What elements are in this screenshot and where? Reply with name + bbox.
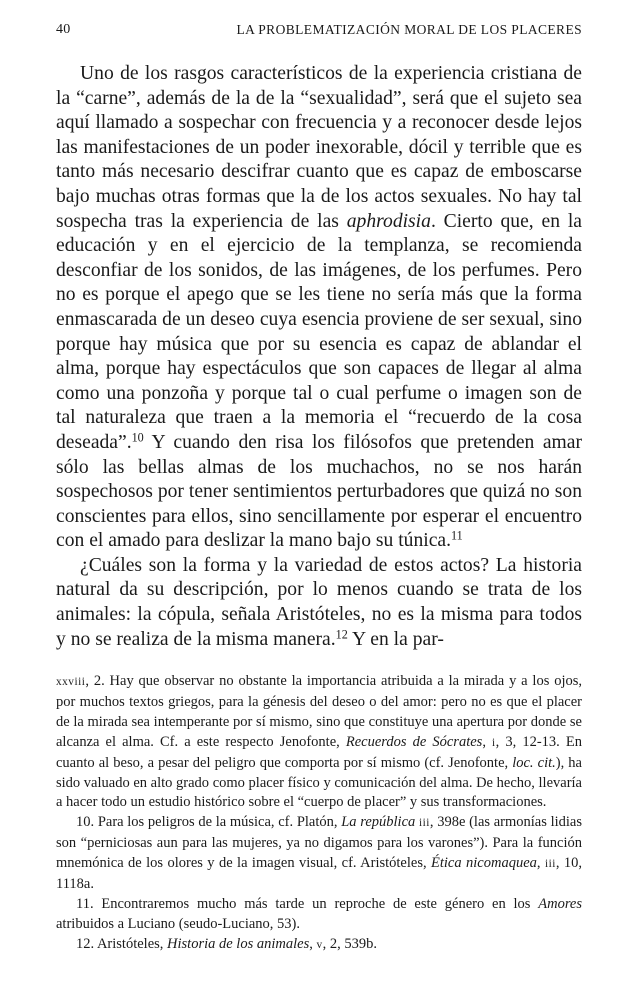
text-run: ), ha sido valuado en alto grado como placer físico y comunicación del alma. De hecho, llevaría a hacer todo un estudio histórico sobre el “cuerpo de placer” y sus transformaciones. — [56, 754, 582, 811]
text-run: , 398e (las armonías lidias son “perniciosas aun para las mujeres, ya no digamos para los varones”). Para la función mnemónica de los olores y de la imagen visual, cf. Aristóteles, — [56, 814, 582, 872]
text-run: . Cierto que, en la educación y en el ejercicio de la templanza, se recomienda desconfiar de los sonidos, de las imágenes, de los perfumes. Pero no es porque el apego que se les tiene no sería más que la forma enmascarada de un deseo cuya esencia proviene de ser sexual, sino porque hay música que por su esencia es capaz de ablandar el alma, porque hay espectáculos que son capaces de llegar al alma como una ponzoña y porque tal o cual perfume o imagen son de tal naturaleza que traen a la memoria el “recuerdo de la cosa deseada”. — [56, 210, 582, 453]
footnote-ref-12: 12 — [335, 626, 348, 641]
roman-numeral: i — [492, 736, 496, 749]
italic-title: Amores — [538, 895, 582, 912]
text-run: Uno de los rasgos característicos de la experiencia cristiana de la “carne”, además de la de la “sexualidad”, será que el sujeto sea aquí llamado a sospechar con frecuencia y a reconocer desde lejos las manifestaciones de un poder inexorable, dócil y terrible que es tanto más necesario descifrar cuanto que es capaz de emboscarse bajo muchas otras formas que la de los actos sexuales. No hay tal sospecha tras la experiencia de las — [56, 63, 582, 232]
footnote-ref-11: 11 — [450, 528, 463, 543]
page-header — [56, 22, 582, 42]
roman-numeral: v — [316, 938, 323, 951]
text-run: 12. Aristóteles, — [76, 935, 168, 952]
running-title: LA PROBLEMATIZACIÓN MORAL DE LOS PLACERES — [236, 22, 582, 37]
italic-title: loc. cit. — [512, 754, 556, 771]
text-run: , 10, 1118a. — [56, 855, 583, 893]
text-run: , 2. Hay que observar no obstante la importancia atribuida a la mirada y a los ojos, por muchos textos griegos, para la génesis del deseo o del amor: pero no es que el placer de la mirada sea intemperante por sí mismo, sino que constituye una apertura por donde se alcanza el alma. Cf. a este respecto Jenofonte, — [56, 673, 582, 750]
paragraph-1 — [56, 62, 582, 554]
paragraph-2 — [56, 554, 582, 652]
footnote-12 — [56, 935, 582, 956]
text-run: , 3, 12-13. En cuanto al beso, a pesar del peligro que comporta por sí mismo (cf. Jenofonte, — [56, 733, 582, 771]
footnotes — [56, 672, 582, 956]
page-number: 40 — [56, 22, 71, 37]
roman-numeral: iii — [418, 817, 430, 830]
text-run: , — [536, 855, 545, 872]
main-text — [56, 62, 582, 652]
italic-title: La república — [341, 814, 416, 831]
text-run: 10. Para los peligros de la música, cf. Platón, — [76, 814, 342, 831]
text-run: ¿Cuáles son la forma y la variedad de estos actos? La historia natural da su descripción, por lo menos cuando se trata de los animales: la cópula, señala Aristóteles, no es la misma para todos y no se realiza de la misma manera. — [56, 554, 582, 650]
italic-term: aphrodisia — [346, 210, 431, 232]
italic-title: Recuerdos de Sócrates — [345, 733, 483, 750]
footnote-ref-10: 10 — [131, 430, 144, 445]
footnote-10 — [56, 813, 582, 895]
text-run: , — [482, 733, 493, 750]
italic-title: Historia de los animales — [167, 935, 310, 952]
text-run: , 2, 539b. — [322, 935, 377, 952]
italic-title: Ética nicomaquea — [431, 855, 537, 872]
text-run: Y en la par- — [347, 628, 444, 650]
text-run: atribuidos a Luciano (seudo-Luciano, 53). — [56, 915, 301, 932]
footnote-continuation — [56, 672, 582, 813]
text-run: , — [309, 935, 317, 952]
roman-numeral: iii — [544, 858, 556, 871]
text-run: 11. Encontraremos mucho más tarde un reproche de este género en los — [76, 895, 539, 912]
footnote-11 — [56, 895, 582, 935]
roman-numeral: xxviii — [56, 676, 86, 688]
text-run: Y cuando den risa los filósofos que pretenden amar sólo las bellas almas de los muchachos, no se nos harán sospechosos por tener sentimientos perturbadores que quizá no son conscientes para ellos, sino sencillamente por esperar el encuentro con el amado para deslizar la mano bajo su túnica. — [56, 431, 582, 552]
